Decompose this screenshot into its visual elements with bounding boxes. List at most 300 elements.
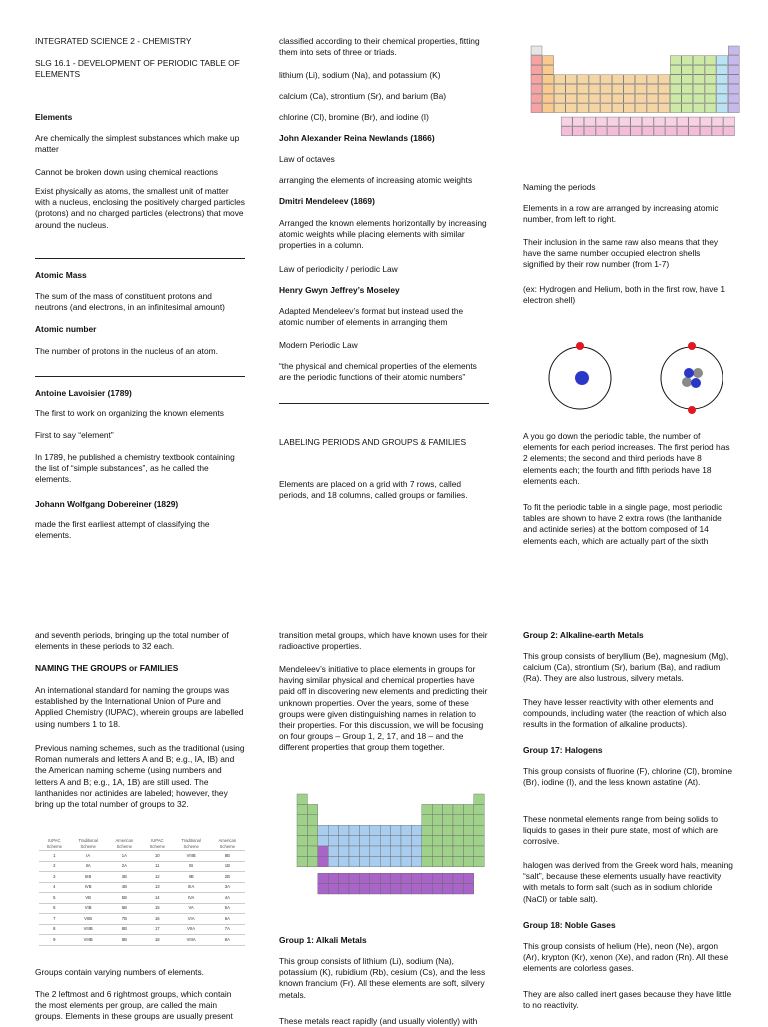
element-cell: [647, 104, 658, 113]
table-cell: 5A: [210, 903, 245, 914]
table-header-cell: American Scheme: [210, 838, 245, 851]
f-block-cell: [349, 873, 359, 883]
element-cell: [659, 104, 670, 113]
element-cell: [577, 104, 588, 113]
element-cell: [554, 84, 565, 93]
element-cell: [693, 84, 704, 93]
periodic-table-image: [523, 36, 741, 154]
f-block-cell: [432, 873, 442, 883]
table-header-cell: Traditional Scheme: [70, 838, 107, 851]
mendeleev-p2: Law of periodicity / periodic Law: [279, 264, 398, 274]
f-block-cell: [443, 884, 453, 894]
element-cell: [453, 825, 463, 835]
table-row: [39, 903, 245, 914]
table-row: [39, 872, 245, 883]
element-cell: [682, 56, 693, 65]
element-cell: [647, 84, 658, 93]
element-cell: [370, 825, 380, 835]
table-cell: 6A: [210, 914, 245, 925]
f-block-cell: [561, 117, 572, 126]
divider: [35, 376, 245, 377]
heading-naming-groups: NAMING THE GROUPS or FAMILIES: [35, 663, 179, 673]
element-cell: [531, 94, 542, 103]
periods-p2: Their inclusion in the same raw also means that they have the same number occupied electron shells signified by their row number (from 1-7): [523, 237, 719, 270]
heading-dobereiner: Johann Wolfgang Dobereiner (1829): [35, 499, 179, 509]
element-cell: [453, 836, 463, 846]
element-cell: [380, 846, 390, 856]
element-cell: [682, 104, 693, 113]
table-cell: 6B: [107, 903, 142, 914]
table-cell: 1A: [107, 851, 142, 862]
table-row: [39, 861, 245, 872]
f-block-cell: [453, 873, 463, 883]
element-cell: [391, 846, 401, 856]
element-cell: [380, 856, 390, 866]
f-block-cell: [689, 117, 700, 126]
element-cell: [401, 825, 411, 835]
element-cell: [463, 815, 473, 825]
heading-group-2: Group 2: Alkaline-earth Metals: [523, 630, 644, 640]
heading-mendeleev: Dmitri Mendeleev (1869): [279, 196, 375, 206]
f-block-cell: [411, 873, 421, 883]
table-cell: 11: [142, 861, 173, 872]
table-cell: VIIIA: [173, 935, 210, 946]
element-cell: [391, 856, 401, 866]
element-cell: [297, 836, 307, 846]
labeling-p: Elements are placed on a grid with 7 rows, called periods, and 18 columns, called groups or families.: [279, 479, 468, 501]
heading-group-18: Group 18: Noble Gases: [523, 920, 616, 930]
f-block-cell: [401, 884, 411, 894]
group18-p2: They are also called inert gases because they have little to no reactivity.: [523, 989, 732, 1011]
table-cell: 2A: [107, 861, 142, 872]
element-cell: [728, 56, 739, 65]
element-cell: [566, 75, 577, 84]
element-cell: [682, 84, 693, 93]
table-cell: IIA: [70, 861, 107, 872]
element-cell: [531, 104, 542, 113]
f-block-cell: [453, 884, 463, 894]
element-cell: [339, 825, 349, 835]
table-cell: VB: [70, 893, 107, 904]
mendeleev-initiative-p: Mendeleev’s initiative to place elements in groups for having similar physical and chemical properties have paid off in discovering new elements and predicting their unknown properties. Over the years, some of these groups were given distinguishing names in relation to their properties. For this discussion, we will be focusing on four groups – Group 1, 2, 17, and 18 – and the different properties that group them together.: [279, 664, 488, 753]
table-cell: 15: [142, 903, 173, 914]
element-cell: [670, 65, 681, 74]
element-cell: [328, 825, 338, 835]
group2-p2: They have lesser reactivity with other elements and compounds, including water (the reaction of which also results in the formation of alkaline products).: [523, 697, 727, 730]
table-cell: 18: [142, 935, 173, 946]
element-cell: [554, 75, 565, 84]
element-cell: [349, 825, 359, 835]
element-cell: [635, 75, 646, 84]
table-cell: 8: [39, 924, 70, 935]
f-block-cell: [619, 117, 630, 126]
table-cell: 3: [39, 872, 70, 883]
element-cell: [422, 815, 432, 825]
f-block-cell: [712, 117, 723, 126]
element-cell: [453, 815, 463, 825]
element-cell: [297, 825, 307, 835]
lavoisier-p2: First to say “element”: [35, 430, 114, 440]
f-block-cell: [411, 884, 421, 894]
f-block-cell: [631, 127, 642, 136]
atomic-number-p: The number of protons in the nucleus of an atom.: [35, 346, 218, 356]
f-block-cell: [380, 873, 390, 883]
moseley-p1: Adapted Mendeleev’s format but instead used the atomic number of elements in arranging them: [279, 306, 464, 328]
element-cell: [705, 56, 716, 65]
element-cell: [432, 836, 442, 846]
transition-p: transition metal groups, which have known uses for their radioactive properties.: [279, 630, 488, 652]
f-block-cell: [432, 884, 442, 894]
lavoisier-p1: The first to work on organizing the known elements: [35, 408, 224, 418]
element-cell: [328, 836, 338, 846]
element-cell: [601, 104, 612, 113]
f-block-cell: [642, 127, 653, 136]
triads-intro: classified according to their chemical properties, fitting them into sets of three or triads.: [279, 36, 480, 58]
element-cell: [543, 94, 554, 103]
element-cell: [297, 815, 307, 825]
element-cell: [728, 104, 739, 113]
element-cell: [589, 104, 600, 113]
f-block-cell: [666, 117, 677, 126]
element-cell: [318, 836, 328, 846]
element-cell: [318, 825, 328, 835]
atomic-mass-p: The sum of the mass of constituent protons and neutrons (and electrons, in an infinitesimal amount): [35, 291, 225, 313]
element-cell: [624, 84, 635, 93]
group17-p1: This group consists of fluorine (F), chlorine (Cl), bromine (Br), iodine (I), and the less known astatine (At).: [523, 766, 732, 788]
f-block-cell: [318, 884, 328, 894]
element-cell: [670, 75, 681, 84]
f-block-cell: [339, 873, 349, 883]
table-header-cell: American Scheme: [107, 838, 142, 851]
heading-group-1: Group 1: Alkali Metals: [279, 935, 367, 945]
heading-labeling: LABELING PERIODS AND GROUPS & FAMILIES: [279, 437, 467, 447]
f-block-cell: [619, 127, 630, 136]
f-block-cell: [370, 873, 380, 883]
table-cell: 3B: [107, 872, 142, 883]
table-cell: IB: [173, 861, 210, 872]
f-block-cell: [463, 873, 473, 883]
element-cell: [647, 75, 658, 84]
element-cell: [401, 836, 411, 846]
table-cell: 16: [142, 914, 173, 925]
group1-p2: These metals react rapidly (and usually violently) with: [279, 1016, 478, 1026]
element-cell: [531, 65, 542, 74]
element-cell: [670, 94, 681, 103]
element-cell: [349, 836, 359, 846]
element-cell: [601, 75, 612, 84]
f-block-cell: [561, 127, 572, 136]
element-cell: [411, 836, 421, 846]
table-cell: VIIIB: [70, 935, 107, 946]
f-block-cell: [596, 117, 607, 126]
element-cell: [531, 56, 542, 65]
element-cell: [307, 804, 317, 814]
table-row: [39, 935, 245, 946]
element-cell: [370, 836, 380, 846]
atom-shell-diagram: [543, 340, 723, 416]
table-cell: IVB: [70, 882, 107, 893]
element-cell: [474, 856, 484, 866]
element-cell: [432, 856, 442, 866]
element-cell: [693, 94, 704, 103]
helium-electron: [688, 406, 696, 414]
table-cell: 5B: [107, 893, 142, 904]
element-cell: [647, 94, 658, 103]
table-cell: 12: [142, 872, 173, 883]
groups-p3: Previous naming schemes, such as the traditional (using Roman numerals and letters A and B; e.g., IA, IB) and the American naming scheme (using numbers and letters A and B; e.g., 1A, 1B) are still used. The lanthanides nor actinides are labeled; however, they bring up the total number of groups to 32.: [35, 743, 245, 810]
newlands-p2: arranging the elements of increasing atomic weights: [279, 175, 473, 185]
element-cell: [705, 75, 716, 84]
f-block-cell: [349, 884, 359, 894]
groups-p2: An international standard for naming the groups was established by the International Union of Pure and Applied Chemistry (IUPAC), wherein groups are labelled using numbers 1 to 18.: [35, 685, 244, 729]
element-cell: [297, 846, 307, 856]
element-cell: [554, 104, 565, 113]
element-cell: [601, 84, 612, 93]
mendeleev-p1: Arranged the known elements horizontally by increasing atomic weights while placing elements with similar properties in a column.: [279, 218, 487, 251]
element-cell: [307, 815, 317, 825]
group17-p3: halogen was derived from the Greek word hals, meaning “salt”, because these elements usually have reactivity with metals to form salt (such as in sodium chloride (NaCl) or table salt).: [523, 860, 733, 904]
element-cell: [349, 846, 359, 856]
element-cell: [474, 804, 484, 814]
f-block-cell: [631, 117, 642, 126]
groups-p4: Groups contain varying numbers of elements.: [35, 967, 204, 977]
element-cell: [717, 94, 728, 103]
moseley-p2: Modern Periodic Law: [279, 340, 358, 350]
element-cell: [453, 856, 463, 866]
element-cell: [474, 846, 484, 856]
element-cell: [612, 104, 623, 113]
table-cell: IIIB: [70, 872, 107, 883]
element-cell: [624, 75, 635, 84]
table-cell: 2B: [210, 872, 245, 883]
element-cell: [391, 836, 401, 846]
element-cell: [380, 836, 390, 846]
f-block-cell: [573, 117, 584, 126]
table-cell: 8B: [107, 924, 142, 935]
f-block-cell: [584, 117, 595, 126]
element-cell: [717, 56, 728, 65]
f-block-cell: [328, 884, 338, 894]
element-cell: [443, 815, 453, 825]
element-cell: [463, 825, 473, 835]
element-cell: [401, 846, 411, 856]
element-cell: [474, 794, 484, 804]
f-block-cell: [700, 117, 711, 126]
f-block-cell: [677, 127, 688, 136]
element-cell: [422, 836, 432, 846]
element-cell: [543, 65, 554, 74]
table-cell: VIIIB: [173, 851, 210, 862]
element-cell: [422, 825, 432, 835]
f-block-cell: [328, 873, 338, 883]
triad-3: chlorine (Cl), bromine (Br), and iodine (I): [279, 112, 429, 122]
heading-atomic-mass: Atomic Mass: [35, 270, 87, 280]
element-cell: [543, 56, 554, 65]
element-cell: [422, 804, 432, 814]
f-block-cell: [380, 884, 390, 894]
element-cell: [443, 804, 453, 814]
element-cell: [624, 104, 635, 113]
element-cell: [463, 856, 473, 866]
element-cell: [359, 825, 369, 835]
element-cell: [589, 75, 600, 84]
helium-neutron: [682, 377, 692, 387]
table-cell: 10: [142, 851, 173, 862]
heading-moseley: Henry Gwyn Jeffrey’s Moseley: [279, 285, 400, 295]
element-cell: [443, 825, 453, 835]
table-cell: VIIA: [173, 924, 210, 935]
heading-newlands: John Alexander Reina Newlands (1866): [279, 133, 435, 143]
element-cell: [411, 846, 421, 856]
f-block-cell: [608, 127, 619, 136]
table-header-cell: IUPAC Scheme: [142, 838, 173, 851]
element-cell: [682, 65, 693, 74]
f-block-cell: [712, 127, 723, 136]
periods-p1: Elements in a row are arranged by increasing atomic number, from left to right.: [523, 203, 719, 225]
f-block-cell: [359, 873, 369, 883]
element-cell: [693, 65, 704, 74]
element-cell: [612, 84, 623, 93]
table-cell: 14: [142, 893, 173, 904]
element-cell: [543, 84, 554, 93]
element-cell: [370, 846, 380, 856]
table-row: [39, 851, 245, 862]
element-cell: [670, 104, 681, 113]
doc-title: INTEGRATED SCIENCE 2 - CHEMISTRY: [35, 36, 192, 46]
element-cell: [318, 856, 328, 866]
f-block-cell: [359, 884, 369, 894]
table-cell: 5: [39, 893, 70, 904]
element-cell: [339, 856, 349, 866]
element-cell: [307, 825, 317, 835]
element-cell: [705, 104, 716, 113]
newlands-p1: Law of octaves: [279, 154, 335, 164]
element-cell: [359, 836, 369, 846]
f-block-cell: [463, 884, 473, 894]
helium-proton: [684, 368, 694, 378]
table-cell: VIIB: [70, 914, 107, 925]
f-block-cell: [700, 127, 711, 136]
element-cell: [659, 84, 670, 93]
table-header-cell: Traditional Scheme: [173, 838, 210, 851]
element-cell: [682, 75, 693, 84]
element-cell: [422, 846, 432, 856]
element-cell: [601, 94, 612, 103]
helium-neutron: [693, 368, 703, 378]
element-cell: [432, 846, 442, 856]
table-cell: VIA: [173, 914, 210, 925]
heading-lavoisier: Antoine Lavoisier (1789): [35, 388, 132, 398]
group1-p: This group consists of lithium (Li), sodium (Na), potassium (K), rubidium (Rb), cesium (Cs), and the less known francium (Fr). All these elements are soft, silvery metals.: [279, 956, 486, 1000]
table-cell: 4A: [210, 893, 245, 904]
periods-p5: To fit the periodic table in a single page, most periodic tables are shown to have 2 extra rows (the lanthanide and actinide series) at the bottom composed of 14 elements each, which are actually part of the sixth: [523, 502, 723, 546]
element-cell: [728, 84, 739, 93]
triad-1: lithium (Li), sodium (Na), and potassium (K): [279, 70, 441, 80]
element-cell: [307, 856, 317, 866]
table-cell: VIIIB: [70, 924, 107, 935]
heading-naming-periods: Naming the periods: [523, 182, 596, 192]
elements-p1: Are chemically the simplest substances which make up matter: [35, 133, 240, 155]
element-cell: [612, 75, 623, 84]
element-cell: [566, 94, 577, 103]
element-cell: [635, 104, 646, 113]
element-cell: [474, 825, 484, 835]
f-block-cell: [677, 117, 688, 126]
elements-p3: Exist physically as atoms, the smallest unit of matter with a nucleus, enclosing the positively charged particles (protons) and no charged particles (electrons) that move around the nucleus.: [35, 186, 245, 230]
table-cell: 13: [142, 882, 173, 893]
group18-p1: This group consists of helium (He), neon (Ne), argon (Ar), krypton (Kr), xenon (Xe), and radon (Rn). All these elements are colorless gases.: [523, 941, 729, 974]
element-cell: [531, 46, 542, 55]
element-cell: [693, 56, 704, 65]
table-cell: 7A: [210, 924, 245, 935]
element-cell: [453, 846, 463, 856]
moseley-p3: “the physical and chemical properties of the elements are the periodic functions of their atomic numbers”: [279, 361, 477, 383]
element-cell: [380, 825, 390, 835]
element-cell: [717, 104, 728, 113]
group-naming-table: [39, 838, 245, 946]
table-cell: 4: [39, 882, 70, 893]
table-cell: IVA: [173, 893, 210, 904]
element-cell: [297, 856, 307, 866]
hydrogen-proton: [575, 371, 589, 385]
table-cell: IIB: [173, 872, 210, 883]
f-block-cell: [422, 873, 432, 883]
element-cell: [307, 846, 317, 856]
element-cell: [411, 825, 421, 835]
element-cell: [577, 94, 588, 103]
element-cell: [531, 84, 542, 93]
element-cell: [693, 104, 704, 113]
f-block-cell: [391, 873, 401, 883]
element-cell: [463, 836, 473, 846]
f-block-cell: [370, 884, 380, 894]
f-block-cell: [666, 127, 677, 136]
table-row: [39, 924, 245, 935]
element-cell: [432, 825, 442, 835]
group17-p2: These nonmetal elements range from being solids to liquids to gases in their pure state, most of which are corrosive.: [523, 814, 719, 847]
table-cell: 2: [39, 861, 70, 872]
f-block-cell: [443, 873, 453, 883]
table-cell: VIB: [70, 903, 107, 914]
element-cell: [635, 94, 646, 103]
table-header-cell: IUPAC Scheme: [39, 838, 70, 851]
table-cell: 4B: [107, 882, 142, 893]
element-cell: [297, 794, 307, 804]
helium-electron: [688, 342, 696, 350]
element-cell: [318, 846, 328, 856]
element-cell: [543, 75, 554, 84]
element-cell: [577, 84, 588, 93]
element-cell: [717, 65, 728, 74]
element-cell: [432, 815, 442, 825]
element-cell: [612, 94, 623, 103]
element-cell: [589, 94, 600, 103]
element-cell: [307, 836, 317, 846]
f-block-cell: [654, 127, 665, 136]
element-cell: [474, 836, 484, 846]
element-cell: [635, 84, 646, 93]
table-cell: 1: [39, 851, 70, 862]
f-block-cell: [724, 117, 735, 126]
element-cell: [728, 94, 739, 103]
f-block-cell: [642, 117, 653, 126]
element-cell: [359, 846, 369, 856]
element-cell: [411, 856, 421, 866]
element-cell: [349, 856, 359, 866]
element-cell: [566, 84, 577, 93]
f-block-cell: [689, 127, 700, 136]
element-cell: [693, 75, 704, 84]
